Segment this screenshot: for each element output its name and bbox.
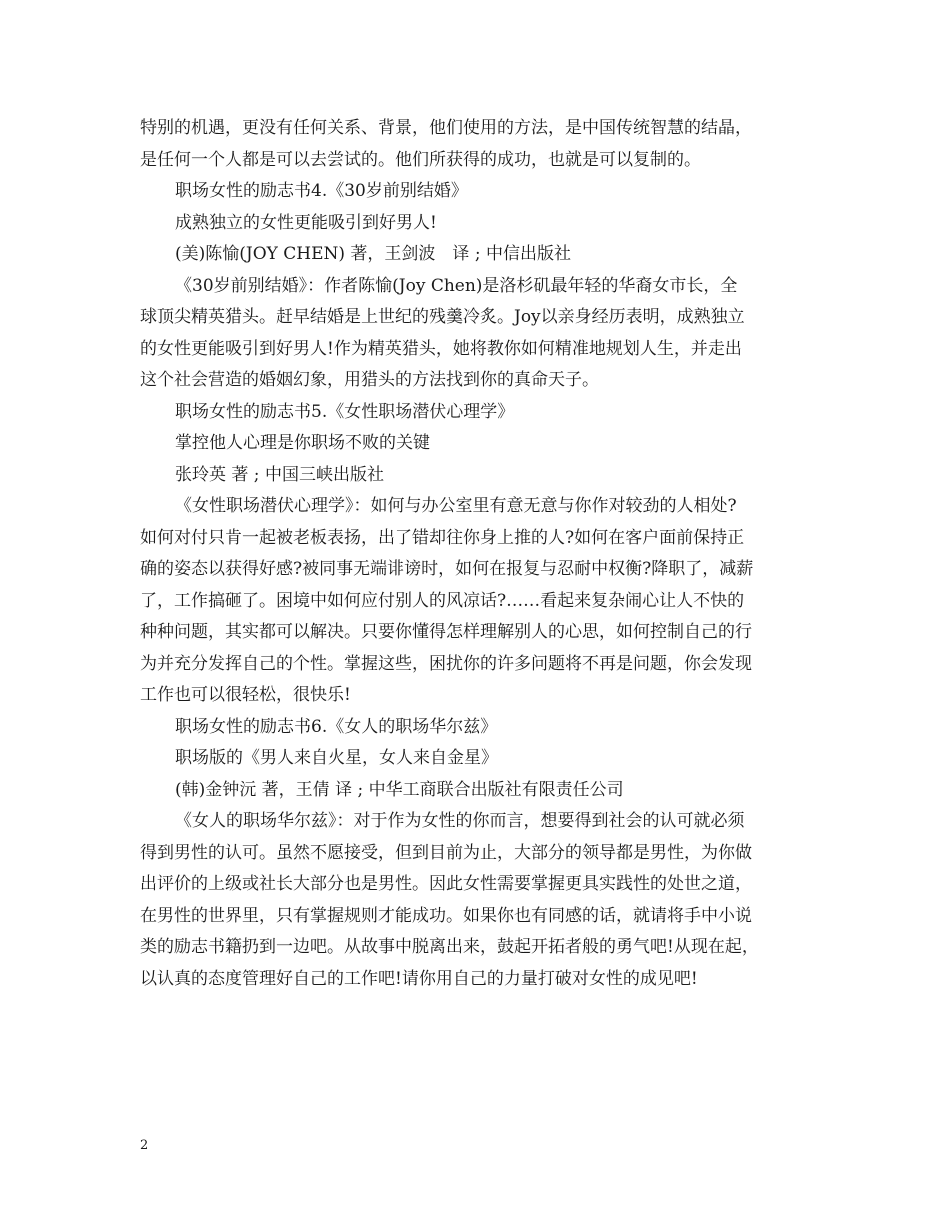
- text-line: 类的励志书籍扔到一边吧。从故事中脱离出来，鼓起开拓者般的勇气吧!从现在起，: [140, 937, 759, 957]
- text-line: 是任何一个人都是可以去尝试的。他们所获得的成功，也就是可以复制的。: [140, 149, 701, 170]
- text-line: 《女人的职场华尔兹》：对于作为女性的你而言，想要得到社会的认可就必须: [175, 811, 745, 831]
- text-line: (韩)金钟沅 著，王倩 译 ; 中华工商联合出版社有限责任公司: [175, 779, 624, 800]
- text-line: 掌控他人心理是你职场不败的关键: [175, 433, 430, 453]
- text-line: 确的姿态以获得好感?被同事无端诽谤时，如何在报复与忍耐中权衡?降职了，减薪: [140, 559, 754, 579]
- text-line: 特别的机遇，更没有任何关系、背景，他们使用的方法，是中国传统智慧的结晶，: [140, 118, 752, 138]
- text-line: 如何对付只肯一起被老板表扬，出了错却往你身上推的人?如何在客户面前保持正: [140, 527, 745, 548]
- text-line: 《女性职场潜伏心理学》：如何与办公室里有意无意与你作对较劲的人相处?: [175, 496, 737, 516]
- text-line: 《30岁前别结婚》：作者陈愉(Joy Chen)是洛杉矶最年轻的华裔女市长，全: [175, 275, 738, 296]
- text-line: 以认真的态度管理好自己的工作吧!请你用自己的力量打破对女性的成见吧!: [140, 968, 698, 989]
- text-line: (美)陈愉(JOY CHEN) 著，王剑波 译 ; 中信出版社: [175, 244, 571, 264]
- text-line: 在男性的世界里，只有掌握规则才能成功。如果你也有同感的话，就请将手中小说: [140, 905, 752, 926]
- text-line: 这个社会营造的婚姻幻象，用猎头的方法找到你的真命天子。: [140, 370, 599, 390]
- text-line: 工作也可以很轻松，很快乐!: [140, 685, 351, 705]
- text-line: 职场版的《男人来自火星，女人来自金星》: [175, 748, 498, 768]
- text-line: 成熟独立的女性更能吸引到好男人!: [175, 212, 437, 233]
- text-line: 职场女性的励志书5.《女性职场潜伏心理学》: [175, 401, 515, 422]
- document-body: [140, 113, 830, 995]
- text-line: 种种问题，其实都可以解决。只要你懂得怎样理解别人的心思，如何控制自己的行: [140, 622, 752, 642]
- text-line: 职场女性的励志书6.《女人的职场华尔兹》: [175, 716, 498, 737]
- text-line: 得到男性的认可。虽然不愿接受，但到目前为止，大部分的领导都是男性，为你做: [140, 842, 752, 863]
- text-line: 出评价的上级或社长大部分也是男性。因此女性需要掌握更具实践性的处世之道，: [140, 874, 752, 894]
- text-line: 球顶尖精英猎头。赶早结婚是上世纪的残羹冷炙。Joy以亲身经历表明，成熟独立: [140, 307, 745, 327]
- text-line: 的女性更能吸引到好男人!作为精英猎头，她将教你如何精准地规划人生，并走出: [140, 338, 742, 359]
- text-line: 张玲英 著 ; 中国三峡出版社: [175, 464, 384, 485]
- page-number: 2: [140, 1138, 149, 1153]
- text-line: 为并充分发挥自己的个性。掌握这些，困扰你的许多问题将不再是问题，你会发现: [140, 653, 752, 674]
- text-line: 了，工作搞砸了。困境中如何应付别人的风凉话?……看起来复杂闹心让人不快的: [140, 590, 745, 611]
- text-line: 职场女性的励志书4.《30岁前别结婚》: [175, 181, 468, 201]
